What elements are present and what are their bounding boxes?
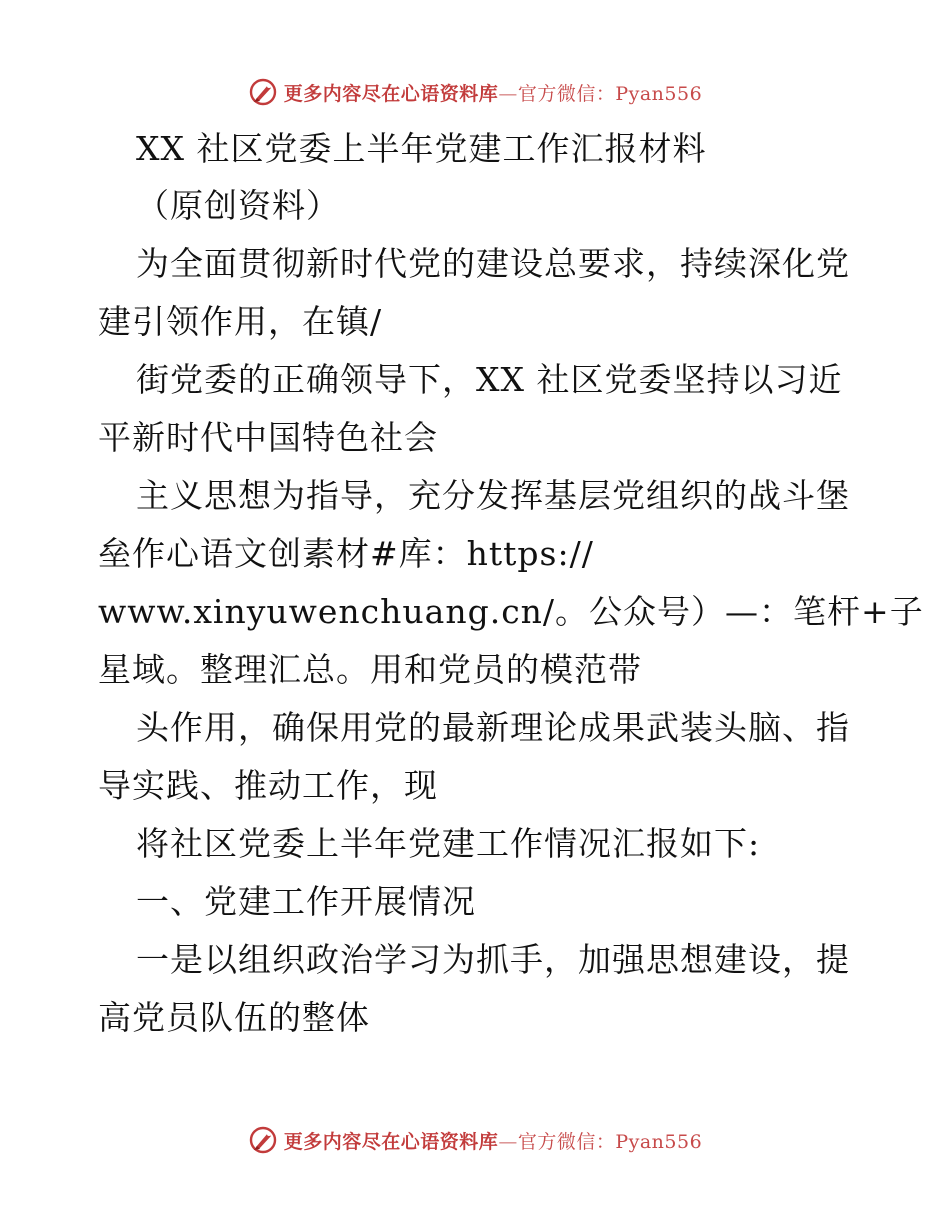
paragraph-line: 将社区党委上半年党建工作情况汇报如下: — [136, 824, 761, 863]
watermark-dash: — — [498, 82, 518, 105]
document-title: XX 社区党委上半年党建工作汇报材料 — [136, 129, 707, 168]
watermark-banner-top — [0, 72, 950, 112]
watermark-wechat-id: Pyan556 — [615, 1130, 703, 1153]
watermark-wechat-id: Pyan556 — [615, 82, 703, 105]
paragraph-line: 平新时代中国特色社会 — [98, 418, 438, 457]
paragraph-line: www.xinyuwenchuang.cn/。公众号）—：笔杆+子 — [98, 592, 924, 631]
paragraph-line: 为全面贯彻新时代党的建设总要求，持续深化党 — [136, 244, 850, 283]
section-heading: 一、党建工作开展情况 — [136, 882, 476, 921]
watermark-contact-label: 官方微信： — [517, 1130, 616, 1153]
watermark-banner-bottom — [0, 1120, 950, 1160]
watermark-text — [284, 1127, 702, 1154]
paragraph-line: 星域。整理汇总。用和党员的模范带 — [98, 650, 642, 689]
paragraph-line: 垒作心语文创素材#库：https:// — [98, 534, 594, 573]
watermark-contact-label: 官方微信： — [517, 82, 616, 105]
paragraph-line: 主义思想为指导，充分发挥基层党组织的战斗堡 — [136, 476, 850, 515]
watermark-text — [284, 79, 702, 106]
watermark-main-text: 更多内容尽在心语资料库 — [283, 82, 499, 105]
paragraph-line: 高党员队伍的整体 — [98, 998, 370, 1037]
document-subtitle: （原创资料） — [136, 186, 340, 225]
quill-pen-logo-icon — [248, 1125, 278, 1155]
paragraph-line: 建引领作用，在镇/ — [98, 302, 383, 341]
watermark-main-text: 更多内容尽在心语资料库 — [283, 1130, 499, 1153]
paragraph-line: 一是以组织政治学习为抓手，加强思想建设，提 — [136, 940, 850, 979]
quill-pen-logo-icon — [248, 77, 278, 107]
paragraph-line: 头作用，确保用党的最新理论成果武装头脑、指 — [136, 708, 850, 747]
paragraph-line: 街党委的正确领导下，XX 社区党委坚持以习近 — [136, 360, 843, 399]
watermark-dash: — — [498, 1130, 518, 1153]
paragraph-line: 导实践、推动工作，现 — [98, 766, 438, 805]
